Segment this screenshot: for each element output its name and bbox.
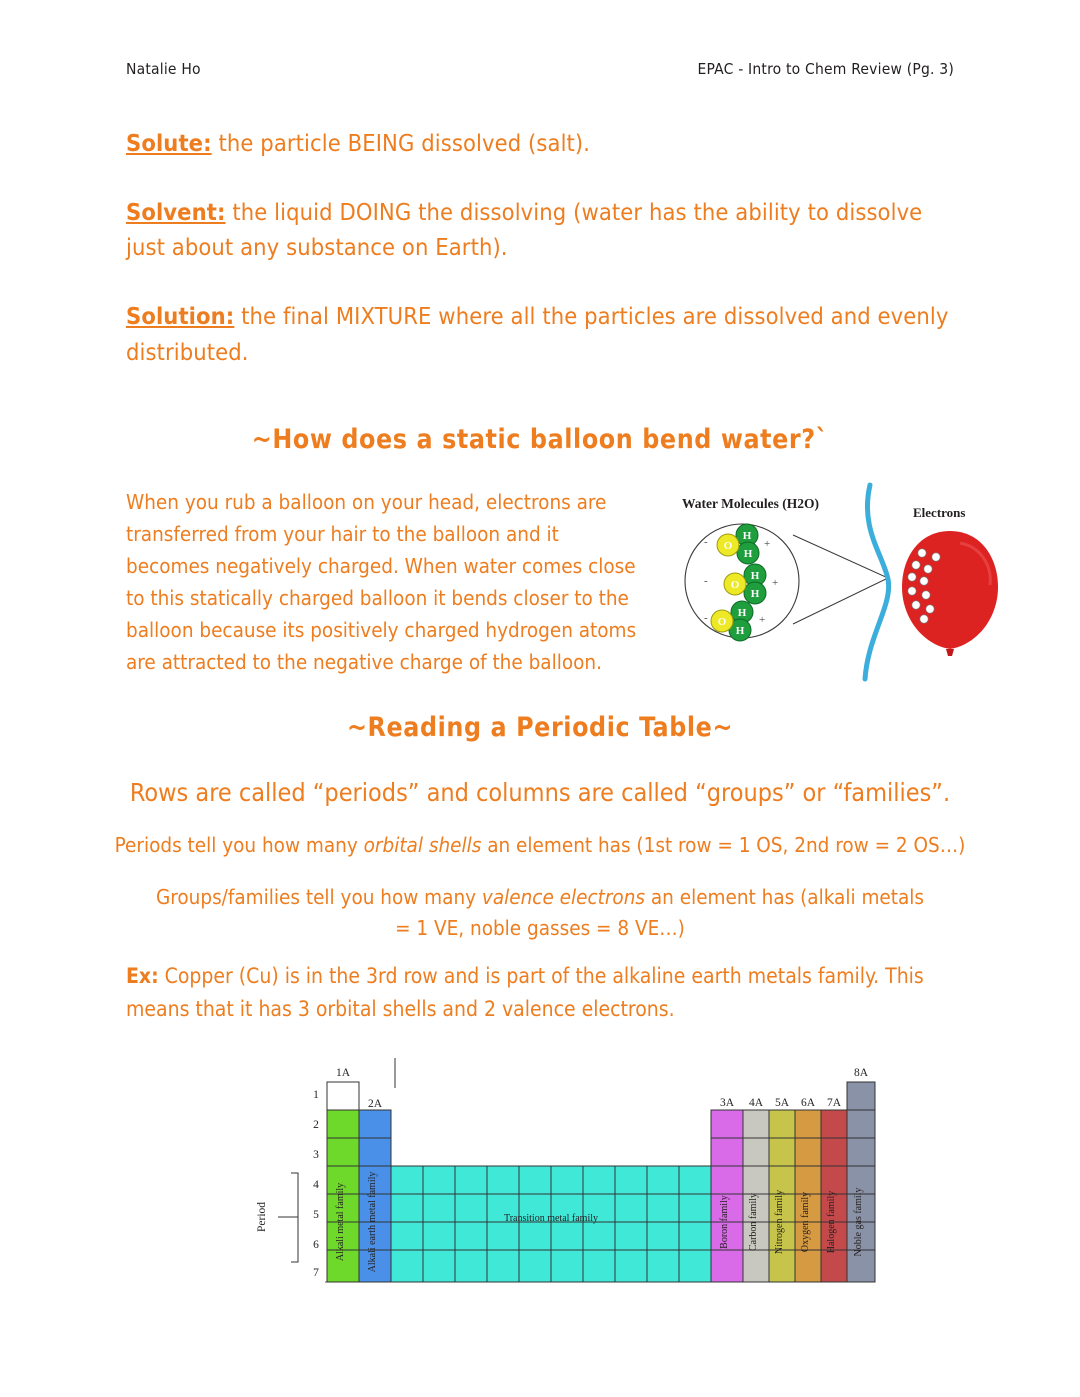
family-label-noble-gas: Noble gas family xyxy=(853,1187,864,1257)
hydrogen-letter: H xyxy=(742,530,752,542)
table-cell xyxy=(583,1222,615,1250)
group-label-4a: 4A xyxy=(748,1097,764,1109)
definition-solvent xyxy=(126,195,966,266)
water-stream xyxy=(865,485,889,679)
table-cell xyxy=(327,1110,359,1138)
table-cell xyxy=(743,1138,769,1166)
hydrogen-letter: H xyxy=(750,570,760,582)
table-cell xyxy=(455,1194,487,1222)
table-cell xyxy=(487,1250,519,1282)
periodic-section-heading: ~Reading a Periodic Table~ xyxy=(346,712,734,743)
balloon-section-heading: ~How does a static balloon bend water?` xyxy=(251,424,829,455)
periods-line-post: an element has (1st row = 1 OS, 2nd row = 2 OS…) xyxy=(481,833,966,857)
period-number: 2 xyxy=(313,1119,319,1131)
positive-charge-sign: + xyxy=(759,614,766,626)
oxygen-letter: O xyxy=(723,540,733,552)
definition-term-solution: Solution: xyxy=(126,302,235,331)
period-number: 4 xyxy=(313,1179,319,1191)
example-body: Copper (Cu) is in the 3rd row and is part of the alkaline earth metals family. This means that it has 3 orbital shells and 2 valence electrons. xyxy=(126,964,924,1021)
table-cell xyxy=(769,1166,795,1194)
electron xyxy=(920,615,928,623)
groups-explanation-line xyxy=(0,882,1080,944)
noble-gas-family-column xyxy=(847,1082,875,1282)
table-cell xyxy=(743,1166,769,1194)
balloon-explanation-paragraph: When you rub a balloon on your head, electrons are transferred from your hair to the balloon and it becomes negatively charged. When water comes close to this statically charged balloon it bends closer to the balloon because its positively charged hydrogen atoms are attracted to the negative charge of the balloon. xyxy=(126,490,637,674)
table-cell xyxy=(391,1250,423,1282)
table-cell xyxy=(711,1110,743,1138)
header-title: EPAC - Intro to Chem Review (Pg. 3) xyxy=(697,60,954,78)
table-cell xyxy=(769,1110,795,1138)
family-label-carbon: Carbon family xyxy=(748,1192,759,1252)
table-cell xyxy=(583,1250,615,1282)
table-cell xyxy=(455,1222,487,1250)
period-axis-bracket xyxy=(256,1173,298,1262)
alkali-metal-column xyxy=(327,1110,359,1282)
definitions-block xyxy=(126,126,966,404)
table-cell xyxy=(711,1138,743,1166)
table-cell xyxy=(615,1250,647,1282)
electron xyxy=(908,573,916,581)
negative-charge-sign: - xyxy=(704,536,708,548)
halogen-family-column xyxy=(821,1110,847,1282)
family-label-halogen: Halogen family xyxy=(826,1190,837,1254)
carbon-family-column xyxy=(743,1110,769,1282)
table-cell xyxy=(615,1194,647,1222)
group-label-1a: 1A xyxy=(335,1067,351,1079)
group-label-2a: 2A xyxy=(367,1098,383,1110)
table-cell xyxy=(359,1110,391,1138)
table-cell xyxy=(847,1138,875,1166)
table-cell xyxy=(423,1194,455,1222)
electron xyxy=(922,591,930,599)
table-cell xyxy=(679,1194,711,1222)
balloon-water-diagram xyxy=(660,483,1000,683)
period-number: 6 xyxy=(313,1239,319,1251)
table-cell xyxy=(455,1166,487,1194)
periods-line-pre: Periods tell you how many xyxy=(114,833,364,857)
table-cell xyxy=(519,1166,551,1194)
table-cell xyxy=(795,1250,821,1282)
table-cell xyxy=(679,1166,711,1194)
table-cell xyxy=(647,1194,679,1222)
table-cell xyxy=(391,1194,423,1222)
water-molecules-label: Water Molecules (H2O) xyxy=(682,496,819,511)
table-cell xyxy=(821,1138,847,1166)
electron xyxy=(920,577,928,585)
rows-columns-line: Rows are called “periods” and columns are called “groups” or “families”. xyxy=(129,778,951,807)
table-cell xyxy=(743,1110,769,1138)
table-cell xyxy=(423,1250,455,1282)
header-author: Natalie Ho xyxy=(126,60,201,78)
period-number: 3 xyxy=(313,1149,319,1161)
hydrogen-letter: H xyxy=(743,548,753,560)
electron xyxy=(924,565,932,573)
periods-explanation-line xyxy=(0,833,1080,857)
group-label-5a: 5A xyxy=(774,1097,790,1109)
definition-body-solute: the particle BEING dissolved (salt). xyxy=(211,129,591,157)
positive-charge-sign: + xyxy=(772,577,779,589)
electron xyxy=(912,601,920,609)
table-cell xyxy=(711,1250,743,1282)
table-cell xyxy=(795,1138,821,1166)
table-cell xyxy=(423,1222,455,1250)
table-cell xyxy=(487,1166,519,1194)
table-cell xyxy=(679,1222,711,1250)
groups-line-italic: valence electrons xyxy=(481,885,646,909)
table-cell xyxy=(711,1166,743,1194)
negative-charge-sign: - xyxy=(704,575,708,587)
family-label-nitrogen: Nitrogen family xyxy=(774,1189,785,1255)
periodic-example-paragraph xyxy=(126,960,966,1025)
definition-solution xyxy=(126,299,966,370)
definition-term-solvent: Solvent: xyxy=(126,197,226,226)
table-cell xyxy=(615,1166,647,1194)
table-cell xyxy=(847,1110,875,1138)
table-cell xyxy=(359,1138,391,1166)
table-cell xyxy=(821,1250,847,1282)
family-label-alkali-earth: Alkali earth metal family xyxy=(367,1171,378,1273)
table-cell xyxy=(551,1250,583,1282)
alkali-earth-metal-column xyxy=(359,1110,391,1282)
table-cell xyxy=(391,1166,423,1194)
table-cell xyxy=(327,1138,359,1166)
table-cell xyxy=(847,1082,875,1110)
period-number: 7 xyxy=(313,1267,319,1279)
groups-line-post: an element has (alkali metals = 1 VE, noble gasses = 8 VE…) xyxy=(395,885,925,940)
document-header xyxy=(126,60,954,78)
table-cell xyxy=(647,1222,679,1250)
hydrogen-letter: H xyxy=(735,625,745,637)
electron xyxy=(918,549,926,557)
table-cell xyxy=(519,1222,551,1250)
definition-term-solute: Solute: xyxy=(126,129,212,157)
table-cell xyxy=(551,1166,583,1194)
example-lead: Ex: xyxy=(126,964,159,988)
electrons-label: Electrons xyxy=(913,505,966,520)
definition-body-solution: the final MIXTURE where all the particles are dissolved and evenly distributed. xyxy=(126,302,949,366)
table-cell xyxy=(795,1110,821,1138)
boron-family-column xyxy=(711,1110,743,1282)
periodic-table-diagram xyxy=(243,1050,869,1280)
table-cell xyxy=(455,1250,487,1282)
oxygen-letter: O xyxy=(717,616,727,628)
table-cell xyxy=(583,1166,615,1194)
balloon xyxy=(902,531,998,656)
group-label-8a: 8A xyxy=(853,1067,869,1079)
nitrogen-family-column xyxy=(769,1110,795,1282)
oxygen-family-column xyxy=(795,1110,821,1282)
hydrogen-cell xyxy=(327,1082,359,1110)
group-label-3a: 3A xyxy=(719,1097,735,1109)
table-cell xyxy=(647,1166,679,1194)
table-cell xyxy=(487,1222,519,1250)
period-number: 1 xyxy=(313,1089,319,1101)
magnifier-cone xyxy=(793,535,888,624)
electron xyxy=(926,605,934,613)
hydrogen-letter: H xyxy=(750,588,760,600)
period-number: 5 xyxy=(313,1209,319,1221)
electron xyxy=(908,587,916,595)
groups-line-pre: Groups/families tell you how many xyxy=(155,885,482,909)
electron xyxy=(912,561,920,569)
definition-solute xyxy=(126,126,966,162)
electron xyxy=(932,553,940,561)
family-label-alkali-metal: Alkali metal family xyxy=(335,1182,346,1262)
periods-line-italic: orbital shells xyxy=(363,833,482,857)
family-label-boron: Boron family xyxy=(719,1195,730,1249)
table-cell xyxy=(743,1250,769,1282)
table-cell xyxy=(769,1138,795,1166)
period-axis-label: Period xyxy=(256,1201,268,1233)
table-cell xyxy=(647,1250,679,1282)
family-label-transition-metal: Transition metal family xyxy=(503,1213,599,1224)
table-cell xyxy=(821,1166,847,1194)
negative-charge-sign: - xyxy=(704,612,708,624)
table-cell xyxy=(551,1222,583,1250)
transition-metal-block xyxy=(391,1166,711,1282)
table-cell xyxy=(423,1166,455,1194)
table-cell xyxy=(795,1166,821,1194)
table-cell xyxy=(391,1222,423,1250)
table-cell xyxy=(615,1222,647,1250)
definition-body-solvent: the liquid DOING the dissolving (water has the ability to dissolve just about any substance on Earth). xyxy=(126,197,923,262)
group-label-6a: 6A xyxy=(800,1097,816,1109)
balloon-knot xyxy=(946,649,954,656)
table-cell xyxy=(821,1110,847,1138)
positive-charge-sign: + xyxy=(764,538,771,550)
family-label-oxygen: Oxygen family xyxy=(800,1191,811,1253)
table-cell xyxy=(679,1250,711,1282)
group-label-7a: 7A xyxy=(826,1097,842,1109)
oxygen-letter: O xyxy=(730,579,740,591)
hydrogen-letter: H xyxy=(737,607,747,619)
table-cell xyxy=(519,1250,551,1282)
